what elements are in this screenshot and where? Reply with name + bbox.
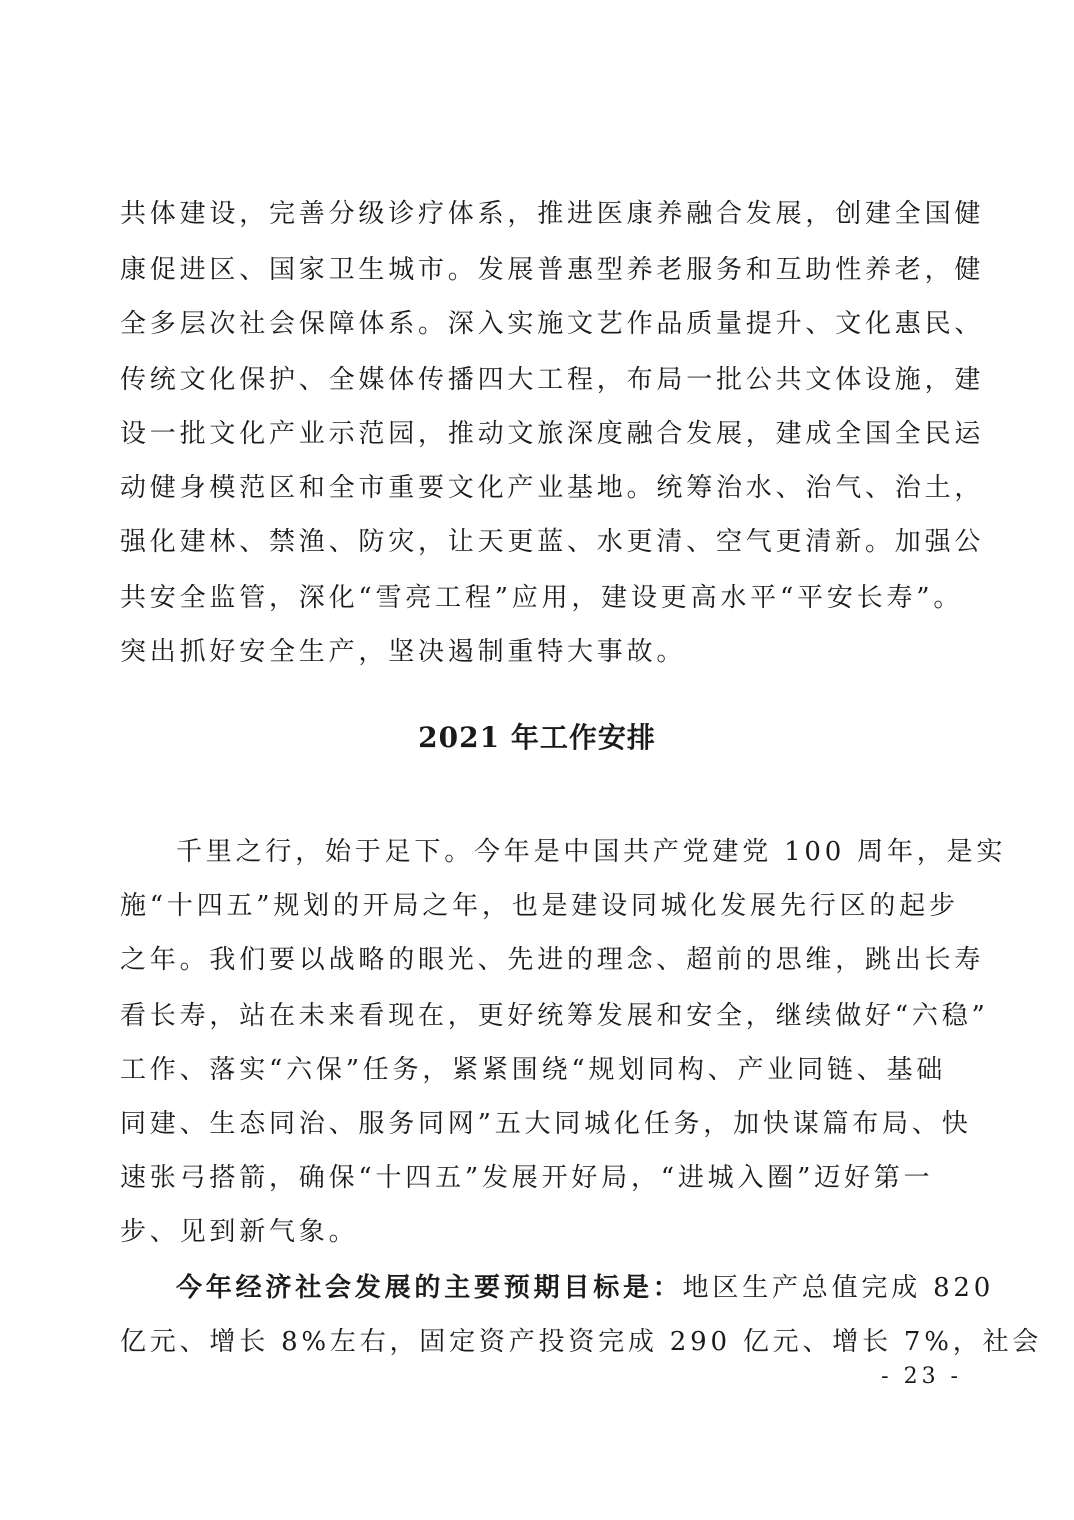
section-heading: 2021 年工作安排 xyxy=(418,721,656,754)
paragraph-line: 速张弓搭箭，确保“十四五”发展开好局，“进城入圈”迈好第一 xyxy=(120,1163,934,1193)
paragraph-line: 看长寿，站在未来看现在，更好统筹发展和安全，继续做好“六稳” xyxy=(120,1001,989,1031)
paragraph-line: 设一批文化产业示范园，推动文旅深度融合发展，建成全国全民运 xyxy=(120,419,985,449)
paragraph-line: 动健身模范区和全市重要文化产业基地。统筹治水、治气、治土， xyxy=(120,473,985,503)
paragraph-line: 共安全监管，深化“雪亮工程”应用，建设更高水平“平安长寿”。 xyxy=(120,583,964,613)
paragraph-line: 亿元、增长 8%左右，固定资产投资完成 290 亿元、增长 7%，社会 xyxy=(120,1327,1043,1357)
page-number: - 23 - xyxy=(881,1364,962,1389)
paragraph-text: 地区生产总值完成 820 xyxy=(682,1273,995,1303)
bold-lead-text: 今年经济社会发展的主要预期目标是： xyxy=(176,1273,683,1303)
paragraph-line: 全多层次社会保障体系。深入实施文艺作品质量提升、文化惠民、 xyxy=(120,309,985,339)
paragraph-line: 突出抓好安全生产，坚决遏制重特大事故。 xyxy=(120,637,687,667)
paragraph-line xyxy=(176,1268,995,1308)
paragraph-line: 康促进区、国家卫生城市。发展普惠型养老服务和互助性养老，健 xyxy=(120,255,985,285)
paragraph-line: 强化建林、禁渔、防灾，让天更蓝、水更清、空气更清新。加强公 xyxy=(120,527,985,557)
paragraph-line: 共体建设，完善分级诊疗体系，推进医康养融合发展，创建全国健 xyxy=(120,199,985,229)
paragraph-line: 步、见到新气象。 xyxy=(120,1217,359,1247)
paragraph-line: 工作、落实“六保”任务，紧紧围绕“规划同构、产业同链、基础 xyxy=(120,1055,947,1085)
paragraph-line: 千里之行，始于足下。今年是中国共产党建党 100 周年，是实 xyxy=(176,837,1007,867)
paragraph-line: 同建、生态同治、服务同网”五大同城化任务，加快谋篇布局、快 xyxy=(120,1109,972,1139)
paragraph-line: 传统文化保护、全媒体传播四大工程，布局一批公共文体设施，建 xyxy=(120,365,985,395)
paragraph-line: 之年。我们要以战略的眼光、先进的理念、超前的思维，跳出长寿 xyxy=(120,945,985,975)
paragraph-line: 施“十四五”规划的开局之年，也是建设同城化发展先行区的起步 xyxy=(120,891,959,921)
